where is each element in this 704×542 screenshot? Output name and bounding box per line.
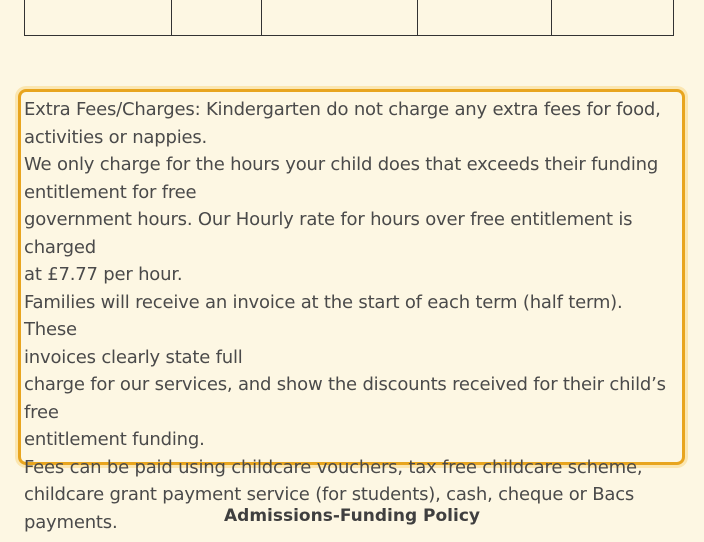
notice-line: childcare grant payment service (for students), cash, cheque or Bacs: [24, 484, 635, 505]
notice-line: We only charge for the hours your child does that exceeds their funding: [24, 154, 659, 175]
notice-line: Extra Fees/Charges: Kindergarten do not charge any extra fees for food,: [24, 99, 661, 120]
notice-line: at £7.77 per hour.: [24, 264, 183, 285]
extra-fees-text: [24, 96, 679, 536]
notice-line: activities or nappies.: [24, 126, 208, 148]
notice-line: charge for our services, and show the discounts received for their child’s free: [24, 374, 666, 423]
policy-heading: Admissions-Funding Policy: [224, 506, 480, 526]
notice-line: entitlement funding.: [24, 429, 205, 450]
notice-line: entitlement for free: [24, 181, 197, 203]
notice-line: Families will receive an invoice at the start of each term (half term). These: [24, 291, 623, 340]
notice-line: Fees can be paid using childcare vouchers, tax free childcare scheme,: [24, 456, 643, 478]
table-cell: [552, 0, 673, 35]
table-cell: [262, 0, 418, 35]
notice-line: invoices clearly state full: [24, 346, 243, 368]
table-cell: [172, 0, 262, 35]
notice-line: government hours. Our Hourly rate for hours over free entitlement is charged: [24, 209, 633, 258]
table-cell: [25, 0, 172, 35]
table-cell: [418, 0, 552, 35]
notice-line: payments.: [24, 511, 118, 533]
fees-table-bottom: [24, 0, 674, 36]
